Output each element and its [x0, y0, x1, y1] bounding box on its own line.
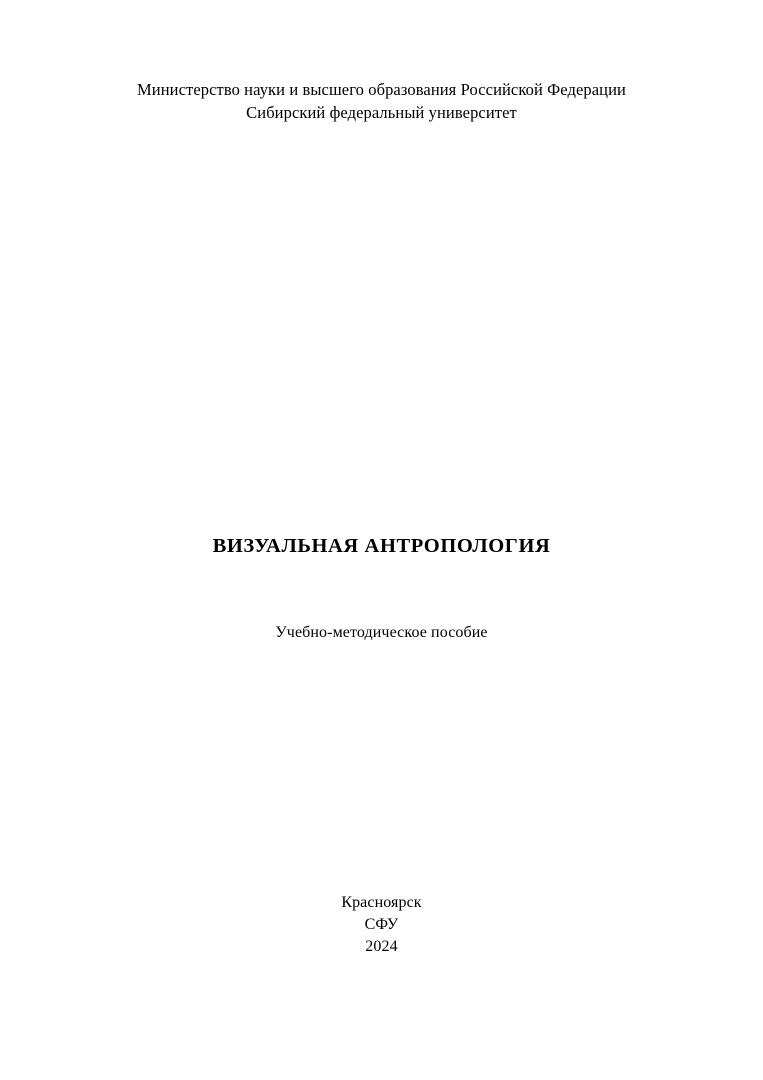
university-line: Сибирский федеральный университет: [246, 103, 517, 122]
subtitle-block: [0, 622, 763, 644]
title-block: [0, 533, 763, 559]
imprint-publisher: СФУ: [364, 916, 399, 933]
imprint-block: [0, 892, 763, 958]
imprint-year: 2024: [365, 938, 398, 955]
page-title: ВИЗУАЛЬНАЯ АНТРОПОЛОГИЯ: [212, 535, 551, 557]
organization-block: [0, 78, 763, 124]
imprint-city: Красноярск: [341, 894, 422, 911]
page-subtitle: Учебно-методическое пособие: [275, 624, 488, 641]
ministry-line: Министерство науки и высшего образования Российской Федерации: [137, 80, 626, 99]
